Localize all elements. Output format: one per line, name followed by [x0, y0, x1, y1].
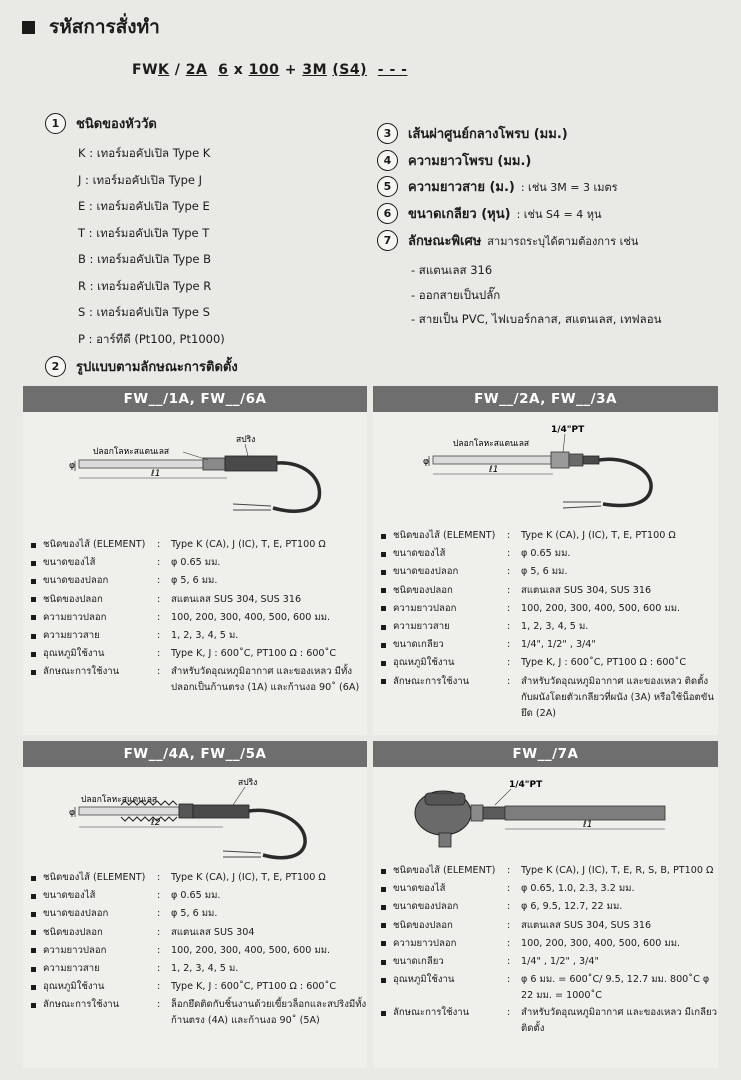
spec-value: สำหรับวัดอุณหภูมิอากาศ และของเหลว ติดตั้งกับผนังโดยตัวเกลียวที่ผนัง (3A) หรือใช้น็อตขันยึด (2A)	[521, 675, 714, 719]
spec-value: 100, 200, 300, 400, 500, 600 มม.	[171, 611, 331, 623]
spec-label: ชนิดของไส้ (ELEMENT)	[393, 530, 496, 541]
probe-drawing-4a	[23, 771, 367, 866]
spec-value: Type K (CA), J (IC), T, E, PT100 Ω	[171, 539, 326, 550]
section-2	[45, 356, 238, 377]
code-form: 2A	[185, 62, 208, 78]
sheath-label: ปลอกโลหะสแตนเลส	[453, 439, 530, 449]
square-bullet-icon	[22, 21, 35, 34]
spec-label: ขนาดของไส้	[393, 883, 446, 895]
spec-label: อุณหภูมิใช้งาน	[43, 981, 105, 993]
section-5-desc: : เช่น 3M = 3 เมตร	[520, 180, 618, 194]
spec-list	[23, 869, 367, 1029]
spec-value: φ 6, 9.5, 12.7, 22 มม.	[521, 901, 623, 913]
spec-value: 100, 200, 300, 400, 500, 600 มม.	[521, 602, 681, 614]
spec-row: ลักษณะการใช้งาน : สำหรับวัดอุณหภูมิอากาศ และของเหลว มีทั้งปลอกเป็นก้านตรง (1A) และก้านงอ 90˚ (6A)	[23, 663, 367, 696]
panel-4a-5a	[23, 741, 367, 1068]
spec-label: ขนาดของไส้	[43, 557, 96, 569]
thread-label: 1/4"PT	[551, 425, 585, 435]
thread-label: 1/4"PT	[509, 780, 543, 790]
spec-row: ขนาดของไส้ : φ 0.65, 1.0, 2.3, 3.2 มม.	[373, 880, 718, 898]
spec-row: ขนาดเกลียว : 1/4", 1/2" , 3/4"	[373, 636, 718, 654]
spec-row: ชนิดของปลอก : สแตนเลส SUS 304, SUS 316	[373, 917, 718, 935]
panel-title: FW__/4A, FW__/5A	[23, 741, 367, 767]
spec-value: สแตนเลส SUS 304	[171, 926, 255, 938]
spec-value: สำหรับวัดอุณหภูมิอากาศ และของเหลว มีทั้งปลอกเป็นก้านตรง (1A) และก้านงอ 90˚ (6A)	[171, 666, 360, 694]
spec-label: อุณหภูมิใช้งาน	[393, 974, 455, 986]
spec-row: ความยาวปลอก : 100, 200, 300, 400, 500, 600 มม.	[23, 609, 367, 627]
spec-row: อุณหภูมิใช้งาน : Type K, J : 600˚C, PT100 Ω : 600˚C	[23, 645, 367, 663]
spec-value: 100, 200, 300, 400, 500, 600 มม.	[171, 944, 331, 956]
spec-label: ลักษณะการใช้งาน	[43, 999, 120, 1011]
spec-row: ความยาวสาย : 1, 2, 3, 4, 5 ม.	[23, 627, 367, 645]
section-1-title: ชนิดของหัววัด	[76, 117, 157, 132]
type-item: P : อาร์ทีดี (Pt100, Pt1000)	[78, 332, 225, 346]
spec-label: ขนาดของไส้	[43, 890, 96, 902]
spec-row: ขนาดของไส้ : φ 0.65 มม.	[23, 554, 367, 572]
spec-row: ความยาวปลอก : 100, 200, 300, 400, 500, 600 มม.	[23, 942, 367, 960]
spec-value: Type K, J : 600˚C, PT100 Ω : 600˚C	[171, 648, 337, 660]
spec-row: ขนาดของปลอก : φ 6, 9.5, 12.7, 22 มม.	[373, 898, 718, 916]
spec-label: ชนิดของปลอก	[43, 926, 103, 938]
panel-title: FW__/2A, FW__/3A	[373, 386, 718, 412]
spec-value: Type K, J : 600˚C, PT100 Ω : 600˚C	[171, 981, 337, 993]
section-6	[377, 203, 601, 224]
length-label: ℓ1	[583, 820, 593, 830]
spec-label: ขนาดของปลอก	[393, 566, 459, 578]
spec-row: ชนิดของไส้ (ELEMENT) : Type K (CA), J (IC), T, E, PT100 Ω	[23, 536, 367, 554]
code-diameter: 6	[218, 62, 229, 78]
spec-label: ชนิดของปลอก	[393, 919, 453, 931]
type-item: E : เทอร์มอคัปเปิล Type E	[78, 199, 210, 213]
spec-list	[373, 862, 718, 1037]
spec-value: 1/4" , 1/2" , 3/4"	[521, 956, 599, 968]
spec-label: ความยาวปลอก	[393, 602, 457, 614]
spec-row: ขนาดของไส้ : φ 0.65 มม.	[23, 887, 367, 905]
spec-row: ความยาวสาย : 1, 2, 3, 4, 5 ม.	[373, 618, 718, 636]
spec-row: ชนิดของปลอก : สแตนเลส SUS 304, SUS 316	[23, 591, 367, 609]
code-thread: (S4)	[332, 62, 368, 78]
code-space3	[367, 62, 378, 78]
spec-value: φ 5, 6 มม.	[521, 566, 568, 578]
sheath-label: ปลอกโลหะสแตนเลส	[81, 795, 158, 805]
spec-label: ลักษณะการใช้งาน	[393, 675, 470, 687]
spec-label: ชนิดของไส้ (ELEMENT)	[393, 865, 496, 876]
section-4	[377, 150, 531, 171]
spec-value: 1, 2, 3, 4, 5 ม.	[171, 630, 239, 642]
special-item: - สแตนเลส 316	[411, 263, 493, 277]
spec-row: ความยาวปลอก : 100, 200, 300, 400, 500, 600 มม.	[373, 600, 718, 618]
spec-row: ขนาดของปลอก : φ 5, 6 มม.	[23, 572, 367, 590]
probe-drawing-2a	[373, 416, 718, 521]
spec-value: φ 0.65, 1.0, 2.3, 3.2 มม.	[521, 883, 635, 895]
spec-label: ชนิดของไส้ (ELEMENT)	[43, 872, 146, 883]
panel-title: FW__/7A	[373, 741, 718, 767]
spec-row: อุณหภูมิใช้งาน : Type K, J : 600˚C, PT100 Ω : 600˚C	[373, 654, 718, 672]
code-length: 100	[248, 62, 280, 78]
section-7-title: ลักษณะพิเศษ	[408, 234, 482, 249]
spec-label: ลักษณะการใช้งาน	[43, 666, 120, 678]
spec-value: φ 5, 6 มม.	[171, 575, 218, 587]
spec-row: ชนิดของปลอก : สแตนเลส SUS 304	[23, 924, 367, 942]
spec-list	[23, 536, 367, 696]
spec-row: ลักษณะการใช้งาน : สำหรับวัดอุณหภูมิอากาศ และของเหลว มีเกลียวติดตั้ง	[373, 1004, 718, 1037]
spec-row: ลักษณะการใช้งาน : ล็อกยึดติดกับชิ้นงานด้วยเขี้ยวล็อกและสปริงมีทั้งก้านตรง (4A) และก้านงอ 90˚ (5A)	[23, 996, 367, 1029]
section-2-title: รูปแบบตามลักษณะการติดตั้ง	[76, 360, 238, 375]
panel-1a-6a	[23, 386, 367, 735]
section-6-desc: : เช่น S4 = 4 หุน	[516, 207, 602, 221]
spec-row: อุณหภูมิใช้งาน : Type K, J : 600˚C, PT100 Ω : 600˚C	[23, 978, 367, 996]
spec-value: 1, 2, 3, 4, 5 ม.	[521, 621, 589, 633]
spec-value: Type K (CA), J (IC), T, E, PT100 Ω	[521, 530, 676, 541]
section-1	[45, 113, 157, 134]
type-item: B : เทอร์มอคัปเปิล Type B	[78, 252, 212, 266]
diameter-symbol: φ	[423, 457, 429, 467]
spec-row: ชนิดของปลอก : สแตนเลส SUS 304, SUS 316	[373, 582, 718, 600]
number-1-icon: 1	[45, 113, 66, 134]
spec-row: ชนิดของไส้ (ELEMENT) : Type K (CA), J (IC), T, E, PT100 Ω	[373, 527, 718, 545]
code-prefix: FW	[132, 62, 159, 78]
type-item: J : เทอร์มอคัปเปิล Type J	[78, 173, 203, 187]
spec-label: ขนาดเกลียว	[393, 956, 444, 968]
sheath-label: ปลอกโลหะสแตนเลส	[93, 447, 170, 457]
diameter-symbol: φ	[69, 461, 75, 471]
probe-drawing-7a	[373, 771, 718, 866]
spec-value: Type K (CA), J (IC), T, E, R, S, B, PT100 Ω	[521, 865, 714, 876]
spec-row: ชนิดของไส้ (ELEMENT) : Type K (CA), J (IC), T, E, PT100 Ω	[23, 869, 367, 887]
code-x: x	[228, 62, 249, 78]
spec-label: ลักษณะการใช้งาน	[393, 1007, 470, 1019]
spring-label: สปริง	[238, 778, 258, 788]
number-4-icon: 4	[377, 150, 398, 171]
page-header	[22, 12, 160, 42]
section-3-title: เส้นผ่าศูนย์กลางโพรบ (มม.)	[408, 127, 568, 142]
length-label: ℓ1	[151, 469, 161, 479]
spec-label: ความยาวสาย	[43, 963, 100, 975]
length-label: ℓ2	[151, 818, 161, 828]
spec-list	[373, 527, 718, 722]
spec-value: φ 5, 6 มม.	[171, 908, 218, 920]
diameter-symbol: φ	[69, 808, 75, 818]
spec-row: ขนาดของปลอก : φ 5, 6 มม.	[23, 905, 367, 923]
spec-value: สแตนเลส SUS 304, SUS 316	[521, 584, 652, 596]
code-plus: +	[279, 62, 303, 78]
spec-label: ขนาดของปลอก	[43, 575, 109, 587]
spec-value: φ 0.65 มม.	[171, 557, 221, 569]
spec-label: ความยาวปลอก	[393, 937, 457, 949]
panel-2a-3a	[373, 386, 718, 735]
spec-row: อุณหภูมิใช้งาน : φ 6 มม. = 600˚C/ 9.5, 12.7 มม. 800˚C φ 22 มม. = 1000˚C	[373, 971, 718, 1004]
spec-value: Type K, J : 600˚C, PT100 Ω : 600˚C	[521, 657, 687, 669]
code-special: - - -	[377, 62, 408, 78]
spec-row: ความยาวสาย : 1, 2, 3, 4, 5 ม.	[23, 960, 367, 978]
number-5-icon: 5	[377, 176, 398, 197]
spec-row: ขนาดเกลียว : 1/4" , 1/2" , 3/4"	[373, 953, 718, 971]
code-space	[207, 62, 218, 78]
section-5-title: ความยาวสาย (ม.)	[408, 180, 515, 195]
section-6-title: ขนาดเกลียว (หุน)	[408, 207, 511, 222]
spec-label: ขนาดของไส้	[393, 548, 446, 560]
spec-label: ความยาวสาย	[393, 621, 450, 633]
code-type: K	[158, 62, 170, 78]
spec-label: ชนิดของปลอก	[393, 584, 453, 596]
number-6-icon: 6	[377, 203, 398, 224]
type-item: S : เทอร์มอคัปเปิล Type S	[78, 305, 210, 319]
section-7-desc: สามารถระบุได้ตามต้องการ เช่น	[487, 234, 639, 248]
spec-label: ชนิดของไส้ (ELEMENT)	[43, 539, 146, 550]
code-cable: 3M	[302, 62, 328, 78]
spec-value: 100, 200, 300, 400, 500, 600 มม.	[521, 937, 681, 949]
spec-value: 1/4", 1/2" , 3/4"	[521, 639, 596, 651]
length-label: ℓ1	[489, 465, 499, 475]
special-item: - ออกสายเป็นปลั๊ก	[411, 288, 501, 302]
spec-label: ความยาวปลอก	[43, 611, 107, 623]
spec-value: สแตนเลส SUS 304, SUS 316	[521, 919, 652, 931]
panel-title: FW__/1A, FW__/6A	[23, 386, 367, 412]
spec-label: อุณหภูมิใช้งาน	[43, 648, 105, 660]
section-4-title: ความยาวโพรบ (มม.)	[408, 154, 532, 169]
spec-value: สแตนเลส SUS 304, SUS 316	[171, 593, 302, 605]
spec-value: 1, 2, 3, 4, 5 ม.	[171, 963, 239, 975]
spec-value: ล็อกยึดติดกับชิ้นงานด้วยเขี้ยวล็อกและสปริงมีทั้งก้านตรง (4A) และก้านงอ 90˚ (5A)	[171, 999, 367, 1027]
spec-label: อุณหภูมิใช้งาน	[393, 657, 455, 669]
code-sep: /	[169, 62, 186, 78]
section-7	[377, 230, 638, 251]
number-3-icon: 3	[377, 123, 398, 144]
order-code	[132, 62, 407, 78]
spec-value: φ 0.65 มม.	[171, 890, 221, 902]
section-3	[377, 123, 568, 144]
type-item: T : เทอร์มอคัปเปิล Type T	[78, 226, 210, 240]
probe-drawing-1a	[23, 416, 367, 516]
spec-value: สำหรับวัดอุณหภูมิอากาศ และของเหลว มีเกลียวติดตั้ง	[521, 1007, 717, 1035]
section-5	[377, 176, 618, 197]
spec-row: ความยาวปลอก : 100, 200, 300, 400, 500, 600 มม.	[373, 935, 718, 953]
type-item: R : เทอร์มอคัปเปิล Type R	[78, 279, 212, 293]
spec-label: ขนาดของปลอก	[43, 908, 109, 920]
spec-value: φ 6 มม. = 600˚C/ 9.5, 12.7 มม. 800˚C φ 22 มม. = 1000˚C	[521, 974, 710, 1002]
spec-row: ขนาดของไส้ : φ 0.65 มม.	[373, 545, 718, 563]
spec-label: ชนิดของปลอก	[43, 593, 103, 605]
number-7-icon: 7	[377, 230, 398, 251]
spec-label: ความยาวสาย	[43, 630, 100, 642]
spec-label: ขนาดเกลียว	[393, 639, 444, 651]
spring-label: สปริง	[236, 435, 256, 445]
spec-row: ชนิดของไส้ (ELEMENT) : Type K (CA), J (IC), T, E, R, S, B, PT100 Ω	[373, 862, 718, 880]
panel-7a	[373, 741, 718, 1068]
spec-row: ลักษณะการใช้งาน : สำหรับวัดอุณหภูมิอากาศ และของเหลว ติดตั้งกับผนังโดยตัวเกลียวที่ผนัง (3A) หรือใช้น็อตขันยึด (2A)	[373, 673, 718, 722]
spec-label: ความยาวปลอก	[43, 944, 107, 956]
special-item: - สายเป็น PVC, ไฟเบอร์กลาส, สแตนเลส, เทฟลอน	[411, 312, 662, 326]
spec-row: ขนาดของปลอก : φ 5, 6 มม.	[373, 563, 718, 581]
spec-label: ขนาดของปลอก	[393, 901, 459, 913]
type-item: K : เทอร์มอคัปเปิล Type K	[78, 146, 211, 160]
spec-value: Type K (CA), J (IC), T, E, PT100 Ω	[171, 872, 326, 883]
page-title: รหัสการสั่งทำ	[49, 16, 160, 38]
spec-value: φ 0.65 มม.	[521, 548, 571, 560]
number-2-icon: 2	[45, 356, 66, 377]
